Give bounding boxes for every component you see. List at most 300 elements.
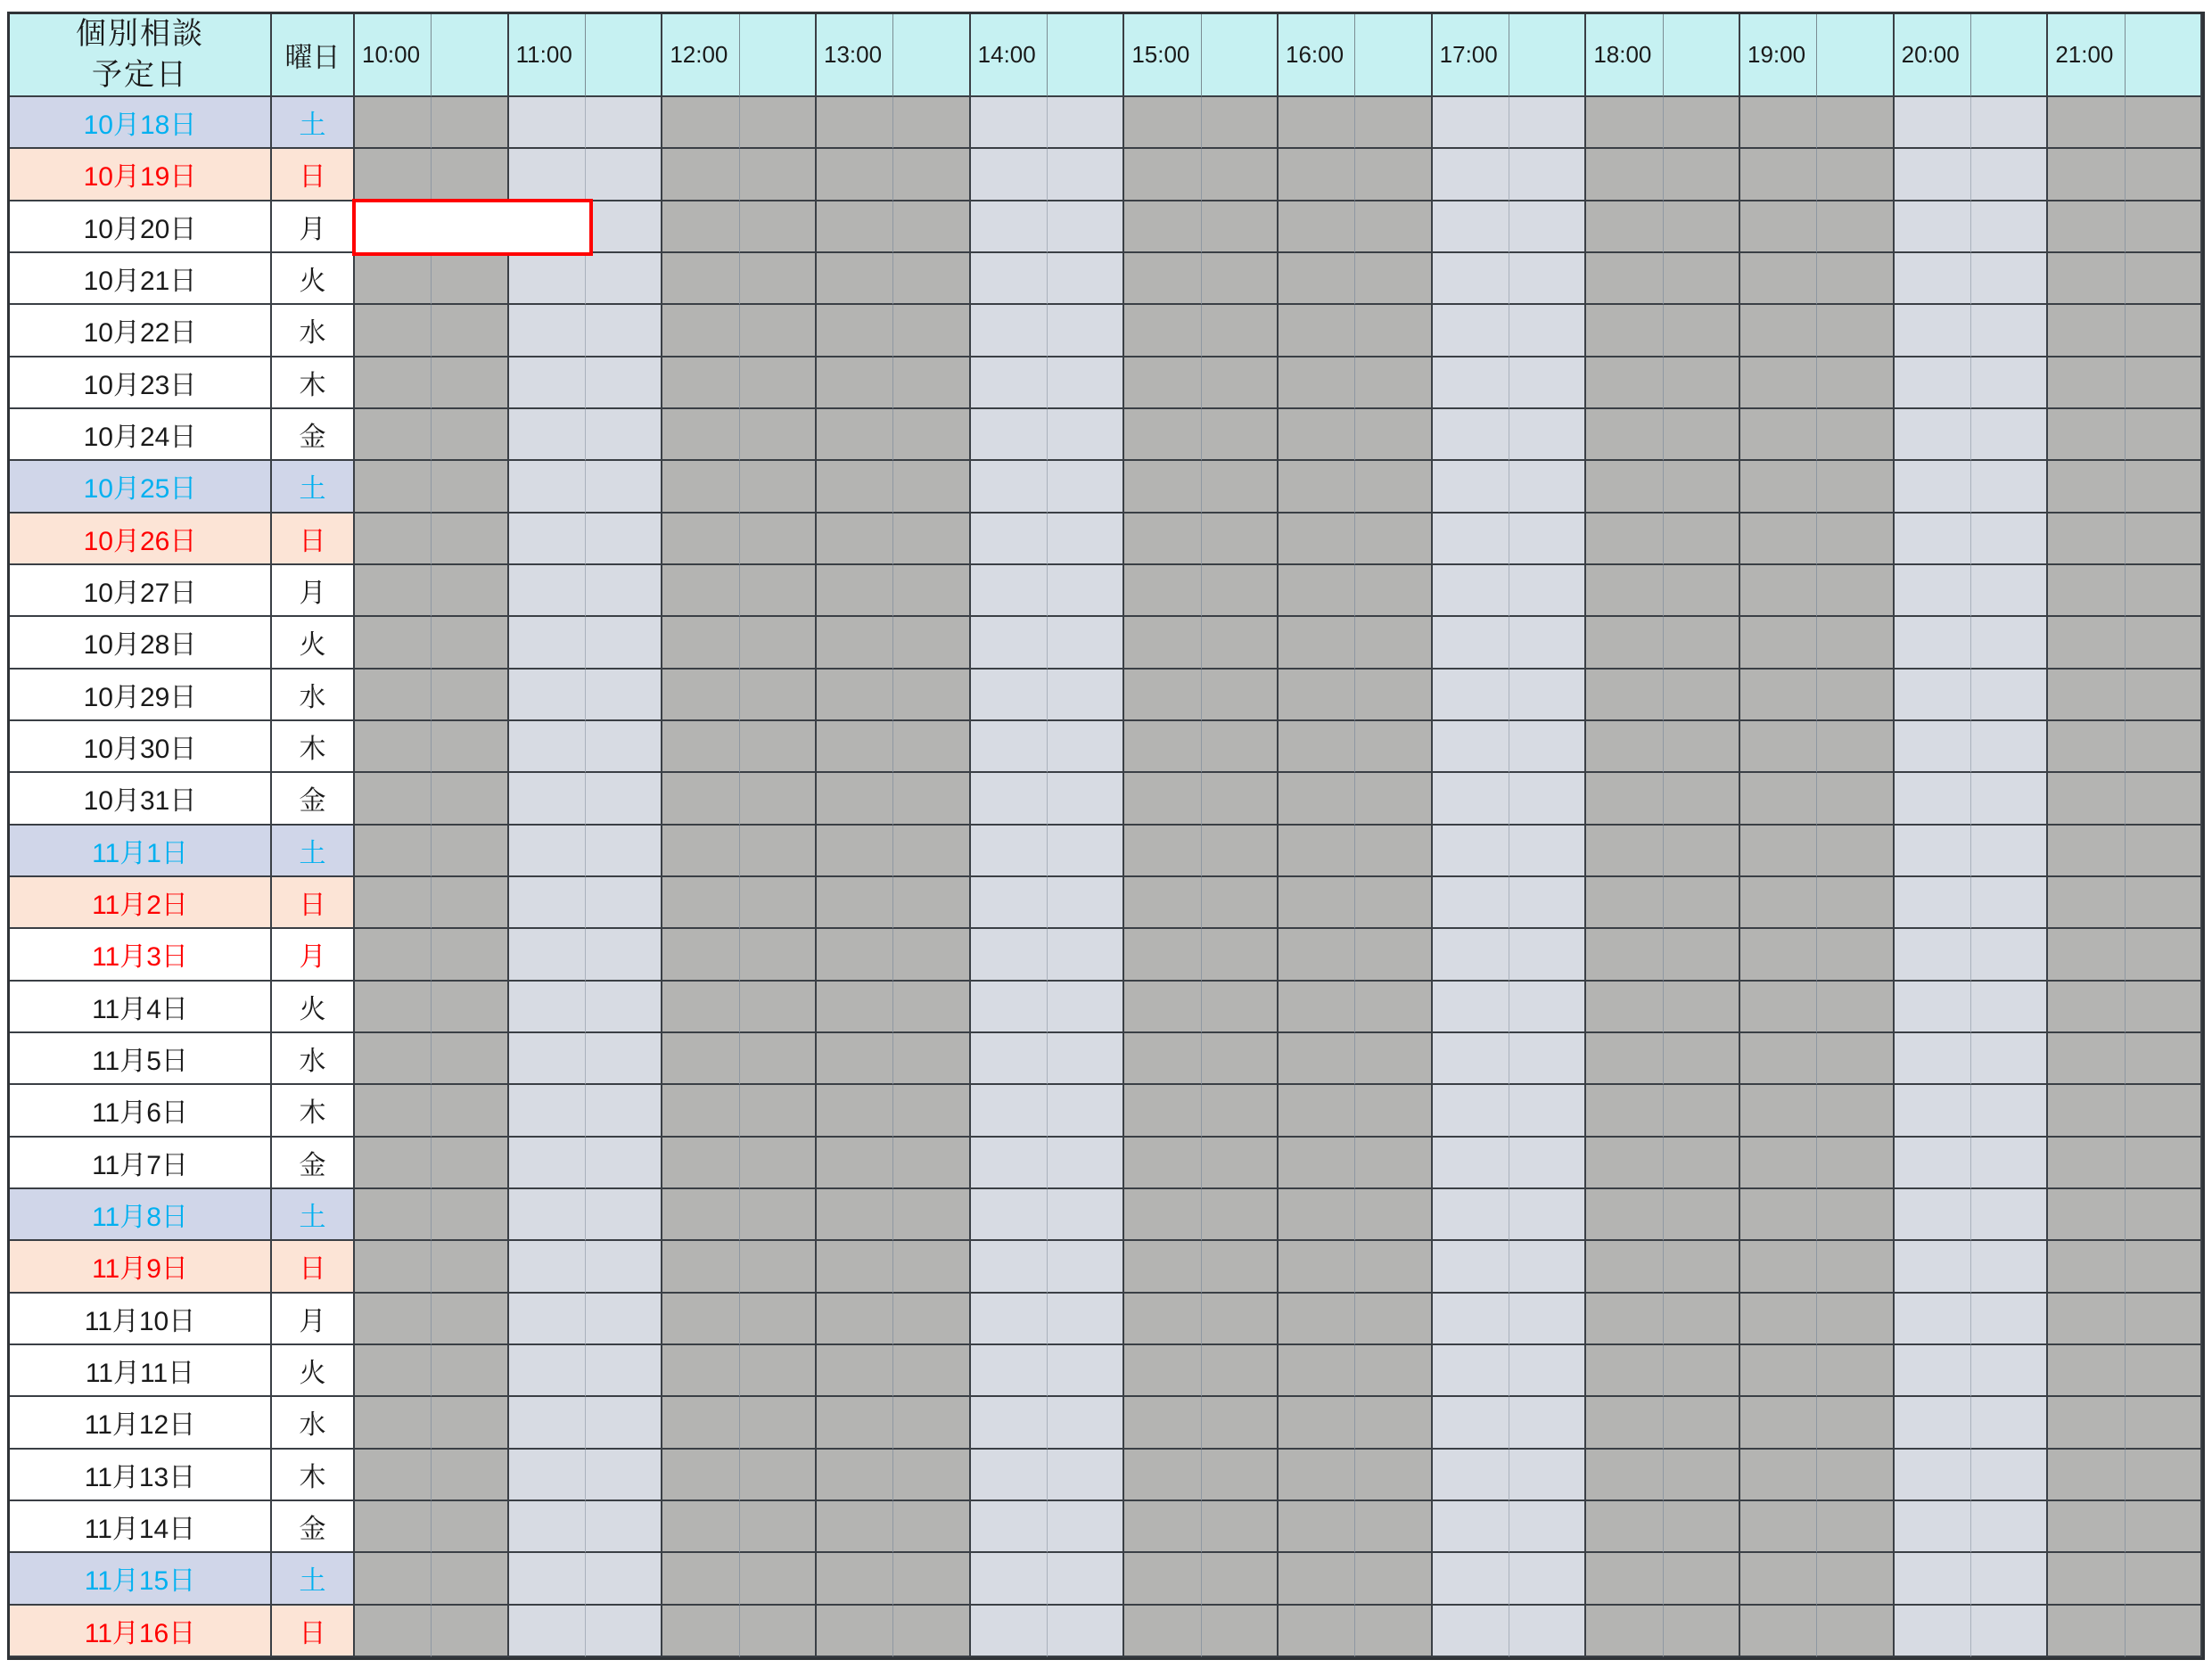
time-slot-cell[interactable]	[1124, 1241, 1201, 1293]
time-slot-cell[interactable]	[1971, 201, 2048, 253]
time-slot-cell[interactable]	[817, 1241, 893, 1293]
time-slot-cell[interactable]	[432, 1501, 508, 1553]
time-slot-cell[interactable]	[1740, 773, 1817, 825]
time-slot-cell[interactable]	[971, 305, 1048, 357]
time-slot-cell[interactable]	[1971, 721, 2048, 773]
time-slot-cell[interactable]	[1586, 1085, 1663, 1137]
time-slot-cell[interactable]	[1048, 149, 1124, 201]
time-slot-cell[interactable]	[740, 617, 817, 669]
time-slot-cell[interactable]	[817, 253, 893, 305]
time-slot-cell[interactable]	[893, 1450, 970, 1501]
time-slot-cell[interactable]	[1433, 1085, 1509, 1137]
time-slot-cell[interactable]	[817, 1553, 893, 1605]
time-slot-cell[interactable]	[893, 1138, 970, 1189]
time-slot-cell[interactable]	[1279, 826, 1355, 877]
time-slot-cell[interactable]	[1509, 982, 1586, 1033]
time-slot-cell[interactable]	[586, 97, 662, 149]
time-slot-cell[interactable]	[893, 514, 970, 565]
time-slot-cell[interactable]	[509, 409, 586, 461]
time-slot-cell[interactable]	[1202, 1033, 1279, 1085]
time-slot-cell[interactable]	[586, 149, 662, 201]
time-slot-cell[interactable]	[432, 97, 508, 149]
time-slot-cell[interactable]	[1048, 201, 1124, 253]
time-slot-cell[interactable]	[1048, 826, 1124, 877]
time-slot-cell[interactable]	[2048, 357, 2125, 409]
time-slot-cell[interactable]	[509, 1189, 586, 1241]
time-slot-cell[interactable]	[1124, 1606, 1201, 1657]
time-slot-cell[interactable]	[1895, 565, 1971, 617]
time-slot-cell[interactable]	[586, 253, 662, 305]
time-slot-cell[interactable]	[893, 670, 970, 721]
time-slot-cell[interactable]	[817, 1606, 893, 1657]
time-slot-cell[interactable]	[893, 461, 970, 513]
time-slot-cell[interactable]	[1971, 97, 2048, 149]
time-slot-cell[interactable]	[1202, 1085, 1279, 1137]
time-slot-cell[interactable]	[1048, 670, 1124, 721]
time-slot-cell[interactable]	[1355, 929, 1432, 981]
time-slot-cell[interactable]	[740, 1606, 817, 1657]
time-slot-cell[interactable]	[2126, 1085, 2202, 1137]
time-slot-cell[interactable]	[1971, 982, 2048, 1033]
time-slot-cell[interactable]	[1971, 565, 2048, 617]
time-slot-cell[interactable]	[1279, 565, 1355, 617]
time-slot-cell[interactable]	[586, 617, 662, 669]
time-slot-cell[interactable]	[1664, 1138, 1740, 1189]
time-slot-cell[interactable]	[971, 1450, 1048, 1501]
time-slot-cell[interactable]	[1509, 1033, 1586, 1085]
time-slot-cell[interactable]	[1971, 1553, 2048, 1605]
time-slot-cell[interactable]	[1355, 1294, 1432, 1345]
time-slot-cell[interactable]	[893, 201, 970, 253]
time-slot-cell[interactable]	[893, 97, 970, 149]
time-slot-cell[interactable]	[1433, 982, 1509, 1033]
time-slot-cell[interactable]	[2126, 461, 2202, 513]
time-slot-cell[interactable]	[432, 1397, 508, 1449]
time-slot-cell[interactable]	[1509, 929, 1586, 981]
time-slot-cell[interactable]	[2048, 461, 2125, 513]
time-slot-cell[interactable]	[2048, 97, 2125, 149]
time-slot-cell[interactable]	[1202, 357, 1279, 409]
time-slot-cell[interactable]	[1433, 1189, 1509, 1241]
time-slot-cell[interactable]	[1509, 97, 1586, 149]
time-slot-cell[interactable]	[432, 670, 508, 721]
time-slot-cell[interactable]	[740, 1450, 817, 1501]
time-slot-cell[interactable]	[1355, 1553, 1432, 1605]
time-slot-cell[interactable]	[586, 201, 662, 253]
time-slot-cell[interactable]	[1048, 773, 1124, 825]
time-slot-cell[interactable]	[1895, 253, 1971, 305]
time-slot-cell[interactable]	[893, 253, 970, 305]
time-slot-cell[interactable]	[893, 617, 970, 669]
time-slot-cell[interactable]	[893, 1033, 970, 1085]
time-slot-cell[interactable]	[1124, 1085, 1201, 1137]
time-slot-cell[interactable]	[817, 670, 893, 721]
time-slot-cell[interactable]	[1895, 1085, 1971, 1137]
time-slot-cell[interactable]	[740, 721, 817, 773]
time-slot-cell[interactable]	[2126, 1553, 2202, 1605]
time-slot-cell[interactable]	[586, 565, 662, 617]
time-slot-cell[interactable]	[1664, 409, 1740, 461]
time-slot-cell[interactable]	[1355, 826, 1432, 877]
time-slot-cell[interactable]	[1202, 670, 1279, 721]
time-slot-cell[interactable]	[971, 565, 1048, 617]
time-slot-cell[interactable]	[1895, 982, 1971, 1033]
time-slot-cell[interactable]	[1971, 1033, 2048, 1085]
time-slot-cell[interactable]	[1509, 721, 1586, 773]
time-slot-cell[interactable]	[2048, 253, 2125, 305]
time-slot-cell[interactable]	[1817, 1189, 1894, 1241]
time-slot-cell[interactable]	[1509, 305, 1586, 357]
time-slot-cell[interactable]	[1509, 1553, 1586, 1605]
time-slot-cell[interactable]	[355, 97, 432, 149]
time-slot-cell[interactable]	[1586, 514, 1663, 565]
time-slot-cell[interactable]	[2126, 253, 2202, 305]
time-slot-cell[interactable]	[2126, 514, 2202, 565]
time-slot-cell[interactable]	[586, 929, 662, 981]
time-slot-cell[interactable]	[1895, 1241, 1971, 1293]
time-slot-cell[interactable]	[509, 514, 586, 565]
time-slot-cell[interactable]	[355, 461, 432, 513]
time-slot-cell[interactable]	[1817, 773, 1894, 825]
time-slot-cell[interactable]	[893, 773, 970, 825]
time-slot-cell[interactable]	[1202, 409, 1279, 461]
time-slot-cell[interactable]	[1664, 1397, 1740, 1449]
time-slot-cell[interactable]	[1433, 461, 1509, 513]
time-slot-cell[interactable]	[2048, 305, 2125, 357]
time-slot-cell[interactable]	[1509, 1450, 1586, 1501]
time-slot-cell[interactable]	[971, 617, 1048, 669]
time-slot-cell[interactable]	[971, 97, 1048, 149]
time-slot-cell[interactable]	[2126, 149, 2202, 201]
time-slot-cell[interactable]	[1740, 1397, 1817, 1449]
time-slot-cell[interactable]	[509, 670, 586, 721]
time-slot-cell[interactable]	[662, 1501, 739, 1553]
time-slot-cell[interactable]	[971, 149, 1048, 201]
time-slot-cell[interactable]	[1433, 305, 1509, 357]
time-slot-cell[interactable]	[2048, 670, 2125, 721]
time-slot-cell[interactable]	[740, 253, 817, 305]
time-slot-cell[interactable]	[740, 1553, 817, 1605]
time-slot-cell[interactable]	[355, 1345, 432, 1397]
time-slot-cell[interactable]	[1895, 721, 1971, 773]
time-slot-cell[interactable]	[740, 514, 817, 565]
time-slot-cell[interactable]	[1355, 877, 1432, 929]
time-slot-cell[interactable]	[1202, 826, 1279, 877]
time-slot-cell[interactable]	[2048, 1241, 2125, 1293]
time-slot-cell[interactable]	[1664, 826, 1740, 877]
time-slot-cell[interactable]	[586, 1501, 662, 1553]
time-slot-cell[interactable]	[1433, 826, 1509, 877]
time-slot-cell[interactable]	[893, 1085, 970, 1137]
time-slot-cell[interactable]	[1740, 1553, 1817, 1605]
time-slot-cell[interactable]	[1124, 617, 1201, 669]
time-slot-cell[interactable]	[1971, 773, 2048, 825]
time-slot-cell[interactable]	[1433, 670, 1509, 721]
time-slot-cell[interactable]	[1971, 670, 2048, 721]
time-slot-cell[interactable]	[1124, 409, 1201, 461]
time-slot-cell[interactable]	[1971, 461, 2048, 513]
time-slot-cell[interactable]	[2126, 773, 2202, 825]
time-slot-cell[interactable]	[1817, 461, 1894, 513]
time-slot-cell[interactable]	[1895, 1294, 1971, 1345]
time-slot-cell[interactable]	[586, 305, 662, 357]
time-slot-cell[interactable]	[586, 1138, 662, 1189]
time-slot-cell[interactable]	[1048, 1294, 1124, 1345]
time-slot-cell[interactable]	[1355, 1033, 1432, 1085]
time-slot-cell[interactable]	[2048, 201, 2125, 253]
time-slot-cell[interactable]	[1586, 826, 1663, 877]
time-slot-cell[interactable]	[1586, 1138, 1663, 1189]
time-slot-cell[interactable]	[1509, 1345, 1586, 1397]
time-slot-cell[interactable]	[1740, 1450, 1817, 1501]
time-slot-cell[interactable]	[1509, 149, 1586, 201]
time-slot-cell[interactable]	[1509, 357, 1586, 409]
time-slot-cell[interactable]	[1740, 1138, 1817, 1189]
time-slot-cell[interactable]	[1202, 514, 1279, 565]
time-slot-cell[interactable]	[1124, 201, 1201, 253]
time-slot-cell[interactable]	[2048, 929, 2125, 981]
time-slot-cell[interactable]	[1740, 149, 1817, 201]
time-slot-cell[interactable]	[1586, 253, 1663, 305]
time-slot-cell[interactable]	[1355, 357, 1432, 409]
time-slot-cell[interactable]	[509, 1397, 586, 1449]
time-slot-cell[interactable]	[1971, 1345, 2048, 1397]
time-slot-cell[interactable]	[1202, 1345, 1279, 1397]
time-slot-cell[interactable]	[355, 409, 432, 461]
time-slot-cell[interactable]	[1817, 1345, 1894, 1397]
time-slot-cell[interactable]	[432, 514, 508, 565]
time-slot-cell[interactable]	[662, 514, 739, 565]
time-slot-cell[interactable]	[1355, 1189, 1432, 1241]
time-slot-cell[interactable]	[432, 1033, 508, 1085]
time-slot-cell[interactable]	[1586, 1189, 1663, 1241]
time-slot-cell[interactable]	[1817, 929, 1894, 981]
time-slot-cell[interactable]	[1740, 1606, 1817, 1657]
time-slot-cell[interactable]	[1202, 1294, 1279, 1345]
time-slot-cell[interactable]	[1971, 409, 2048, 461]
time-slot-cell[interactable]	[1817, 617, 1894, 669]
time-slot-cell[interactable]	[586, 670, 662, 721]
time-slot-cell[interactable]	[1740, 826, 1817, 877]
time-slot-cell[interactable]	[432, 357, 508, 409]
time-slot-cell[interactable]	[740, 670, 817, 721]
time-slot-cell[interactable]	[1279, 877, 1355, 929]
time-slot-cell[interactable]	[2048, 409, 2125, 461]
time-slot-cell[interactable]	[1279, 201, 1355, 253]
time-slot-cell[interactable]	[662, 409, 739, 461]
time-slot-cell[interactable]	[1586, 982, 1663, 1033]
time-slot-cell[interactable]	[1664, 1294, 1740, 1345]
time-slot-cell[interactable]	[355, 1553, 432, 1605]
time-slot-cell[interactable]	[1279, 253, 1355, 305]
time-slot-cell[interactable]	[1202, 565, 1279, 617]
time-slot-cell[interactable]	[662, 1033, 739, 1085]
time-slot-cell[interactable]	[2126, 565, 2202, 617]
time-slot-cell[interactable]	[355, 1033, 432, 1085]
time-slot-cell[interactable]	[1355, 1450, 1432, 1501]
time-slot-cell[interactable]	[740, 982, 817, 1033]
time-slot-cell[interactable]	[1971, 1241, 2048, 1293]
time-slot-cell[interactable]	[1740, 1033, 1817, 1085]
time-slot-cell[interactable]	[817, 201, 893, 253]
time-slot-cell[interactable]	[662, 982, 739, 1033]
time-slot-cell[interactable]	[1895, 929, 1971, 981]
time-slot-cell[interactable]	[1202, 982, 1279, 1033]
time-slot-cell[interactable]	[1817, 1553, 1894, 1605]
time-slot-cell[interactable]	[662, 461, 739, 513]
time-slot-cell[interactable]	[1124, 670, 1201, 721]
time-slot-cell[interactable]	[355, 253, 432, 305]
time-slot-cell[interactable]	[817, 721, 893, 773]
time-slot-cell[interactable]	[355, 1294, 432, 1345]
time-slot-cell[interactable]	[1740, 409, 1817, 461]
time-slot-cell[interactable]	[1048, 1501, 1124, 1553]
time-slot-cell[interactable]	[1664, 617, 1740, 669]
time-slot-cell[interactable]	[1586, 1397, 1663, 1449]
time-slot-cell[interactable]	[1664, 1345, 1740, 1397]
time-slot-cell[interactable]	[971, 721, 1048, 773]
time-slot-cell[interactable]	[1202, 1241, 1279, 1293]
time-slot-cell[interactable]	[1433, 1138, 1509, 1189]
time-slot-cell[interactable]	[971, 982, 1048, 1033]
time-slot-cell[interactable]	[1509, 201, 1586, 253]
time-slot-cell[interactable]	[1971, 1138, 2048, 1189]
time-slot-cell[interactable]	[1509, 1241, 1586, 1293]
time-slot-cell[interactable]	[1433, 97, 1509, 149]
time-slot-cell[interactable]	[2126, 1450, 2202, 1501]
time-slot-cell[interactable]	[1895, 409, 1971, 461]
time-slot-cell[interactable]	[1355, 1241, 1432, 1293]
time-slot-cell[interactable]	[1048, 617, 1124, 669]
time-slot-cell[interactable]	[1048, 461, 1124, 513]
time-slot-cell[interactable]	[1355, 253, 1432, 305]
time-slot-cell[interactable]	[355, 565, 432, 617]
time-slot-cell[interactable]	[1202, 721, 1279, 773]
time-slot-cell[interactable]	[2126, 1345, 2202, 1397]
time-slot-cell[interactable]	[586, 982, 662, 1033]
time-slot-cell[interactable]	[971, 201, 1048, 253]
time-slot-cell[interactable]	[1124, 982, 1201, 1033]
time-slot-cell[interactable]	[1048, 1033, 1124, 1085]
time-slot-cell[interactable]	[1279, 1294, 1355, 1345]
time-slot-cell[interactable]	[1740, 617, 1817, 669]
time-slot-cell[interactable]	[1202, 461, 1279, 513]
time-slot-cell[interactable]	[1664, 877, 1740, 929]
time-slot-cell[interactable]	[1433, 773, 1509, 825]
time-slot-cell[interactable]	[2126, 877, 2202, 929]
time-slot-cell[interactable]	[817, 1189, 893, 1241]
time-slot-cell[interactable]	[1740, 1241, 1817, 1293]
time-slot-cell[interactable]	[817, 461, 893, 513]
time-slot-cell[interactable]	[662, 721, 739, 773]
time-slot-cell[interactable]	[1048, 97, 1124, 149]
time-slot-cell[interactable]	[1048, 1138, 1124, 1189]
time-slot-cell[interactable]	[893, 826, 970, 877]
time-slot-cell[interactable]	[1817, 305, 1894, 357]
time-slot-cell[interactable]	[1895, 1501, 1971, 1553]
time-slot-cell[interactable]	[817, 409, 893, 461]
time-slot-cell[interactable]	[1664, 1085, 1740, 1137]
time-slot-cell[interactable]	[971, 1241, 1048, 1293]
time-slot-cell[interactable]	[817, 929, 893, 981]
time-slot-cell[interactable]	[740, 1138, 817, 1189]
time-slot-cell[interactable]	[1433, 1345, 1509, 1397]
time-slot-cell[interactable]	[1124, 877, 1201, 929]
time-slot-cell[interactable]	[432, 773, 508, 825]
time-slot-cell[interactable]	[1279, 1241, 1355, 1293]
time-slot-cell[interactable]	[817, 617, 893, 669]
time-slot-cell[interactable]	[1740, 670, 1817, 721]
time-slot-cell[interactable]	[1971, 1294, 2048, 1345]
time-slot-cell[interactable]	[1048, 1345, 1124, 1397]
time-slot-cell[interactable]	[2048, 826, 2125, 877]
time-slot-cell[interactable]	[740, 1189, 817, 1241]
time-slot-cell[interactable]	[817, 1085, 893, 1137]
time-slot-cell[interactable]	[432, 461, 508, 513]
time-slot-cell[interactable]	[1586, 1033, 1663, 1085]
time-slot-cell[interactable]	[2048, 1606, 2125, 1657]
time-slot-cell[interactable]	[1895, 670, 1971, 721]
time-slot-cell[interactable]	[817, 357, 893, 409]
time-slot-cell[interactable]	[2048, 1345, 2125, 1397]
time-slot-cell[interactable]	[817, 877, 893, 929]
time-slot-cell[interactable]	[1355, 1138, 1432, 1189]
time-slot-cell[interactable]	[1586, 1450, 1663, 1501]
time-slot-cell[interactable]	[355, 721, 432, 773]
time-slot-cell[interactable]	[355, 773, 432, 825]
time-slot-cell[interactable]	[1817, 565, 1894, 617]
time-slot-cell[interactable]	[1509, 253, 1586, 305]
time-slot-cell[interactable]	[1509, 877, 1586, 929]
time-slot-cell[interactable]	[1895, 826, 1971, 877]
time-slot-cell[interactable]	[1740, 201, 1817, 253]
time-slot-cell[interactable]	[2126, 1138, 2202, 1189]
time-slot-cell[interactable]	[1664, 149, 1740, 201]
time-slot-cell[interactable]	[1124, 1553, 1201, 1605]
time-slot-cell[interactable]	[1509, 773, 1586, 825]
time-slot-cell[interactable]	[2126, 1501, 2202, 1553]
time-slot-cell[interactable]	[1817, 1241, 1894, 1293]
time-slot-cell[interactable]	[817, 1397, 893, 1449]
time-slot-cell[interactable]	[1202, 929, 1279, 981]
time-slot-cell[interactable]	[2048, 514, 2125, 565]
time-slot-cell[interactable]	[971, 1345, 1048, 1397]
time-slot-cell[interactable]	[1586, 1345, 1663, 1397]
time-slot-cell[interactable]	[662, 617, 739, 669]
time-slot-cell[interactable]	[2126, 670, 2202, 721]
time-slot-cell[interactable]	[1817, 97, 1894, 149]
time-slot-cell[interactable]	[432, 982, 508, 1033]
time-slot-cell[interactable]	[1202, 305, 1279, 357]
time-slot-cell[interactable]	[432, 721, 508, 773]
time-slot-cell[interactable]	[971, 1033, 1048, 1085]
time-slot-cell[interactable]	[1895, 461, 1971, 513]
time-slot-cell[interactable]	[1124, 1138, 1201, 1189]
time-slot-cell[interactable]	[1586, 773, 1663, 825]
time-slot-cell[interactable]	[1202, 1138, 1279, 1189]
time-slot-cell[interactable]	[1971, 1501, 2048, 1553]
time-slot-cell[interactable]	[432, 1553, 508, 1605]
time-slot-cell[interactable]	[1433, 1294, 1509, 1345]
time-slot-cell[interactable]	[1509, 409, 1586, 461]
time-slot-cell[interactable]	[893, 982, 970, 1033]
time-slot-cell[interactable]	[586, 773, 662, 825]
time-slot-cell[interactable]	[1433, 617, 1509, 669]
time-slot-cell[interactable]	[1355, 565, 1432, 617]
time-slot-cell[interactable]	[662, 1085, 739, 1137]
time-slot-cell[interactable]	[1279, 1138, 1355, 1189]
time-slot-cell[interactable]	[509, 461, 586, 513]
